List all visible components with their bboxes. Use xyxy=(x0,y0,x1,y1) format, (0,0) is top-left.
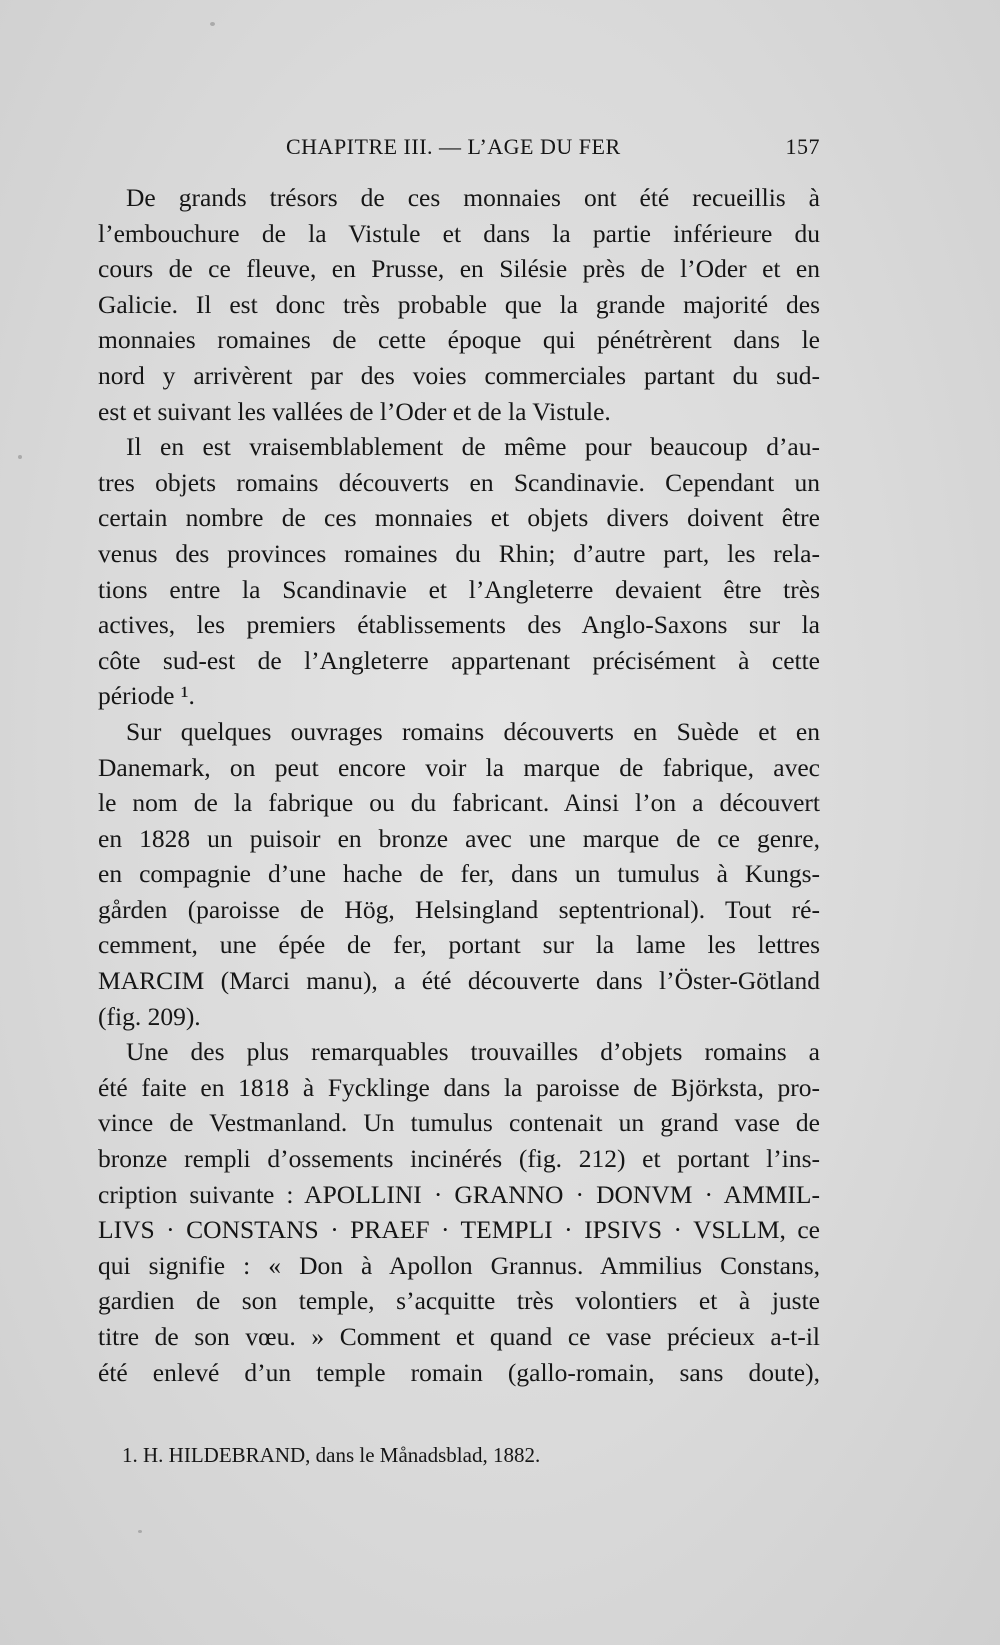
text-line: venus des provinces romaines du Rhin; d’autre part, les rela- xyxy=(98,538,820,568)
running-head xyxy=(98,134,820,164)
text-line: actives, les premiers établissements des Anglo-Saxons sur la xyxy=(98,610,820,640)
text-line: été enlevé d’un temple romain (gallo-romain, sans doute), xyxy=(98,1357,820,1387)
text-line: gården (paroisse de Hög, Helsingland septentrional). Tout ré- xyxy=(98,894,820,924)
text-line: monnaies romaines de cette époque qui pénétrèrent dans le xyxy=(98,325,820,355)
text-line: le nom de la fabrique ou du fabricant. Ainsi l’on a découvert xyxy=(98,788,820,818)
text-line: certain nombre de ces monnaies et objets divers doivent être xyxy=(98,503,820,533)
text-line: bronze rempli d’ossements incinérés (fig. 212) et portant l’ins- xyxy=(98,1144,820,1174)
text-line: été faite en 1818 à Fycklinge dans la paroisse de Björksta, pro- xyxy=(98,1072,820,1102)
text-line: Danemark, on peut encore voir la marque de fabrique, avec xyxy=(98,752,820,782)
chapter-title: CHAPITRE III. — L’AGE DU FER xyxy=(286,134,621,159)
text-line: Il en est vraisemblablement de même pour beaucoup d’au- xyxy=(126,432,820,462)
paper-speck xyxy=(18,455,22,459)
text-line: en 1828 un puisoir en bronze avec une marque de ce genre, xyxy=(98,823,820,853)
text-line: LIVS · CONSTANS · PRAEF · TEMPLI · IPSIVS · VSLLM, ce xyxy=(98,1215,820,1245)
text-line: titre de son vœu. » Comment et quand ce vase précieux a-t-il xyxy=(98,1322,820,1351)
text-line: De grands trésors de ces monnaies ont été recueillis à xyxy=(126,183,820,212)
text-line: nord y arrivèrent par des voies commerciales partant du sud- xyxy=(98,360,820,390)
text-line: côte sud-est de l’Angleterre appartenant précisément à cette xyxy=(98,645,820,675)
text-line: cemment, une épée de fer, portant sur la lame les lettres xyxy=(98,930,820,960)
text-line: période ¹. xyxy=(98,681,195,711)
footnote: 1. H. HILDEBRAND, dans le Månadsblad, 1882. xyxy=(122,1443,541,1467)
text-line: en compagnie d’une hache de fer, dans un tumulus à Kungs- xyxy=(98,859,820,889)
text-line: vince de Vestmanland. Un tumulus contenait un grand vase de xyxy=(98,1108,820,1138)
text-line: Une des plus remarquables trouvailles d’objets romains a xyxy=(126,1037,820,1067)
text-line: Sur quelques ouvrages romains découverts en Suède et en xyxy=(126,716,820,746)
text-line: (fig. 209). xyxy=(98,1001,201,1031)
text-line: gardien de son temple, s’acquitte très volontiers et à juste xyxy=(98,1286,820,1316)
text-line: tres objets romains découverts en Scandinavie. Cependant un xyxy=(98,467,820,497)
text-line: qui signifie : « Don à Apollon Grannus. Ammilius Constans, xyxy=(98,1250,820,1280)
page-number: 157 xyxy=(785,134,820,159)
text-line: tions entre la Scandinavie et l’Angleterre devaient être très xyxy=(98,574,820,604)
text-line: cription suivante : APOLLINI · GRANNO · DONVM · AMMIL- xyxy=(98,1179,820,1209)
text-line: cours de ce fleuve, en Prusse, en Silésie près de l’Oder et en xyxy=(98,254,820,284)
body-text xyxy=(98,180,820,1390)
paper-speck xyxy=(210,22,215,26)
text-line: MARCIM (Marci manu), a été découverte dans l’Öster-Götland xyxy=(98,966,820,996)
text-line: Galicie. Il est donc très probable que la grande majorité des xyxy=(98,289,820,319)
text-line: est et suivant les vallées de l’Oder et de la Vistule. xyxy=(98,396,611,426)
paper-speck xyxy=(138,1530,142,1533)
text-line: l’embouchure de la Vistule et dans la partie inférieure du xyxy=(98,218,820,248)
